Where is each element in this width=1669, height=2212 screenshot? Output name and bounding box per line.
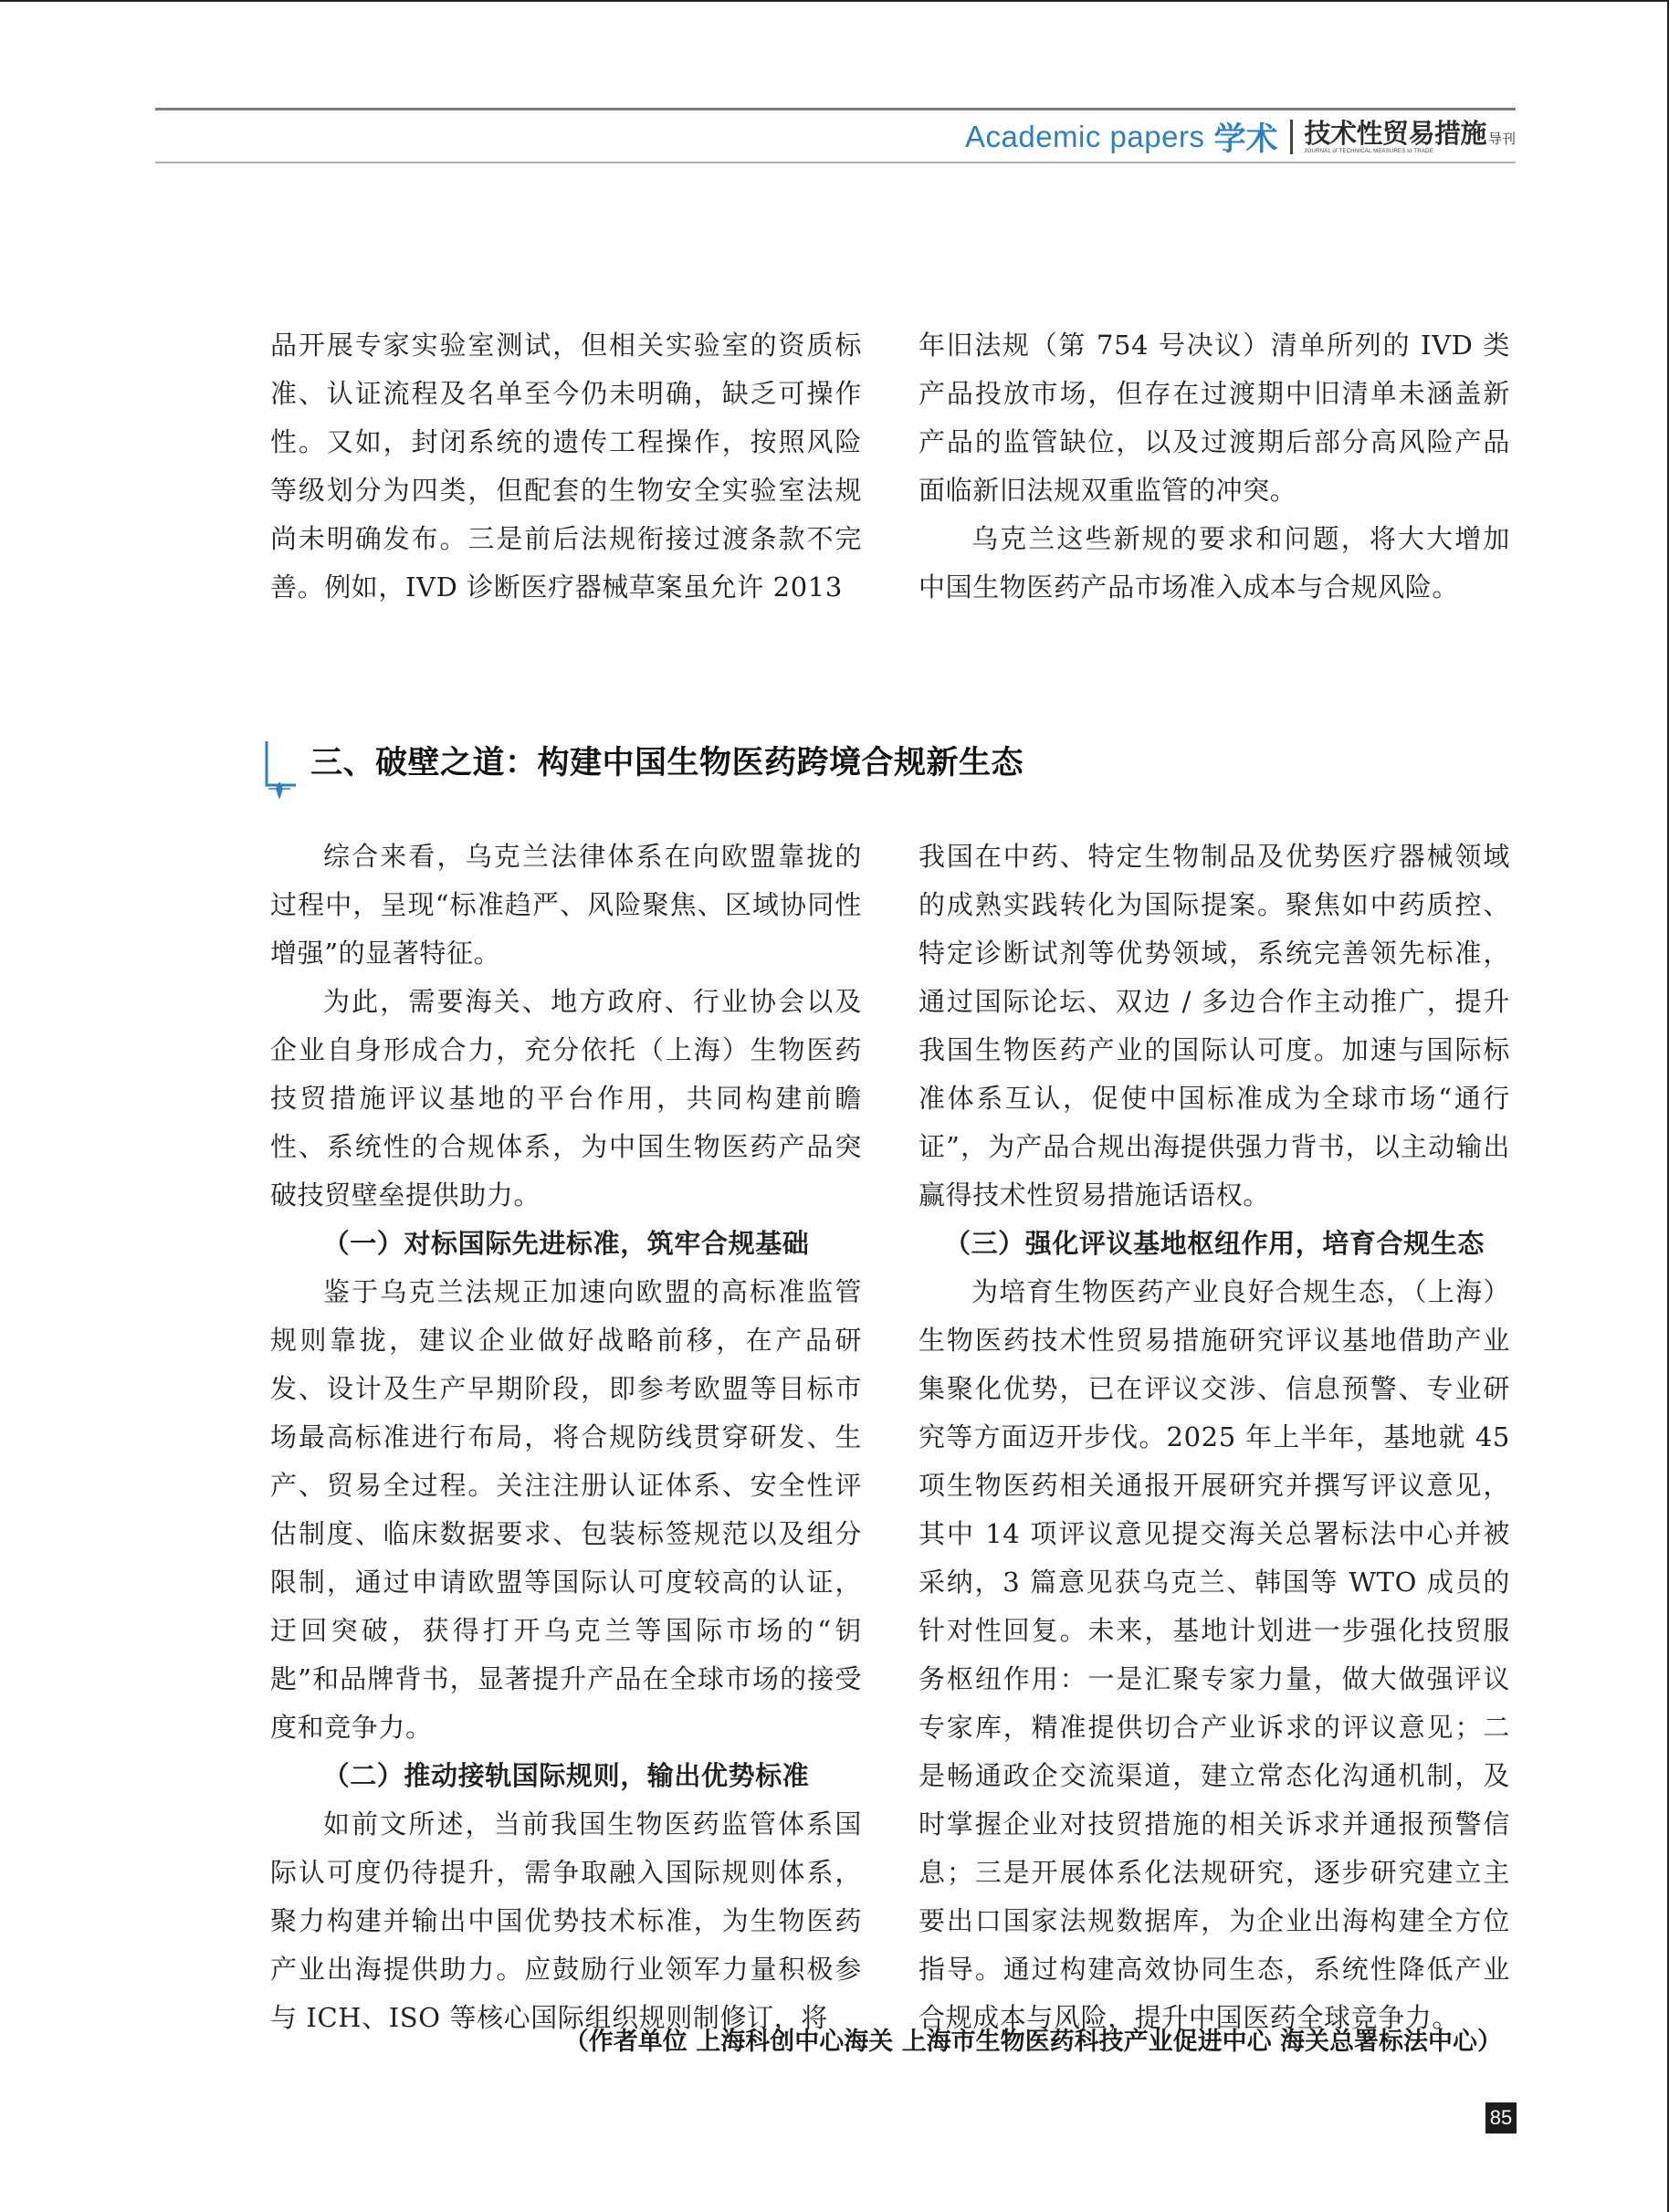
page-number: 85 — [1485, 2102, 1517, 2133]
paragraph: 品开展专家实验室测试，但相关实验室的资质标准、认证流程及名单至今仍未明确，缺乏可操作性。又如，封闭系统的遗传工程操作，按照风险等级划分为四类，但配套的生物安全实验室法规尚未明确发布。三是前后法规衔接过渡条款不完善。例如，IVD 诊断医疗器械草案虽允许 2013 — [270, 330, 862, 603]
header-rule — [155, 108, 1516, 110]
running-header — [965, 117, 1516, 157]
subheading: （三）强化评议基地枢纽作用，培育合规生态 — [943, 1228, 1485, 1259]
paragraph: 为此，需要海关、地方政府、行业协会以及企业自身形成合力，充分依托（上海）生物医药技贸措施评议基地的平台作用，共同构建前瞻性、系统性的合规体系，为中国生物医药产品突破技贸壁垒提供助力。 — [270, 986, 862, 1211]
header-divider — [1290, 120, 1293, 154]
section-title: 三、破壁之道：构建中国生物医药跨境合规新生态 — [310, 745, 1024, 781]
journal-logo — [1304, 120, 1516, 154]
paragraph: 为培育生物医药产业良好合规生态，（上海）生物医药技术性贸易措施研究评议基地借助产业集聚化优势，已在评议交涉、信息预警、专业研究等方面迈开步伐。2025 年上半年，基地就 45 项生物医药相关通报开展研究并撰写评议意见，其中 14 项评议意见提交海关总署标法中心并被采纳，3 篇意见获乌克兰、韩国等 WTO 成员的针对性回复。未来，基地计划进一步强化技贸服务枢纽作用：一是汇聚专家力量，做大做强评议专家库，精准提供切合产业诉求的评议意见；二是畅通政企交流渠道，建立常态化沟通机制，及时掌握企业对技贸措施的相关诉求并通报预警信息；三是开展体系化法规研究，逐步研究建立主要出口国家法规数据库，为企业出海构建全方位指导。通过构建高效协同生态，系统性降低产业合规成本与风险，提升中国医药全球竞争力。 — [918, 1276, 1510, 2033]
section-right-column — [918, 833, 1510, 2042]
top-left-column — [270, 321, 862, 612]
paragraph: 我国在中药、特定生物制品及优势医疗器械领域的成熟实践转化为国际提案。聚焦如中药质控、特定诊断试剂等优势领域，系统完善领先标准，通过国际论坛、双边 / 多边合作主动推广，提升我国生物医药产业的国际认可度。加速与国际标准体系互认，促使中国标准成为全球市场“通行证”，为产品合规出海提供强力背书，以主动输出赢得技术性贸易措施话语权。 — [918, 841, 1510, 1211]
paragraph: 综合来看，乌克兰法律体系在向欧盟靠拢的过程中，呈现“标准趋严、风险聚焦、区域协同性增强”的显著特征。 — [270, 841, 862, 969]
journal-name: 技术性贸易措施 — [1304, 118, 1486, 149]
journal-english: JOURNAL of TECHNICAL MEASURES to TRADE — [1304, 149, 1433, 154]
paragraph: 年旧法规（第 754 号决议）清单所列的 IVD 类产品投放市场，但存在过渡期中旧清单未涵盖新产品的监管缺位，以及过渡期后部分高风险产品面临新旧法规双重监管的冲突。 — [918, 330, 1510, 506]
paragraph: 如前文所述，当前我国生物医药监管体系国际认可度仍待提升，需争取融入国际规则体系，聚力构建并输出中国优势技术标准，为生物医药产业出海提供助力。应鼓励行业领军力量积极参与 ICH、ISO 等核心国际组织规则制修订，将 — [270, 1808, 862, 2033]
section-marker-icon — [263, 738, 299, 802]
section-left-column — [270, 833, 862, 2042]
subheading: （二）推动接轨国际规则，输出优势标准 — [322, 1760, 810, 1791]
author-affiliation: （作者单位 上海科创中心海关 上海市生物医药科技产业促进中心 海关总署标法中心） — [563, 2028, 1502, 2056]
subheading: （一）对标国际先进标准，筑牢合规基础 — [322, 1228, 810, 1259]
header-rule-bottom — [155, 162, 1516, 163]
page-border-top — [0, 0, 1669, 2]
journal-suffix: 导刊 — [1487, 131, 1516, 147]
paragraph: 乌克兰这些新规的要求和问题，将大大增加中国生物医药产品市场准入成本与合规风险。 — [918, 523, 1510, 603]
top-right-column — [918, 321, 1510, 612]
header-english: Academic papers — [964, 120, 1205, 153]
paragraph: 鉴于乌克兰法规正加速向欧盟的高标准监管规则靠拢，建议企业做好战略前移，在产品研发、设计及生产早期阶段，即参考欧盟等目标市场最高标准进行布局，将合规防线贯穿研发、生产、贸易全过程。关注注册认证体系、安全性评估制度、临床数据要求、包装标签规范以及组分限制，通过申请欧盟等国际认可度较高的认证，迂回突破，获得打开乌克兰等国际市场的“钥匙”和品牌背书，显著提升产品在全球市场的接受度和竞争力。 — [270, 1276, 862, 1743]
header-chinese: 学术 — [1213, 121, 1278, 158]
